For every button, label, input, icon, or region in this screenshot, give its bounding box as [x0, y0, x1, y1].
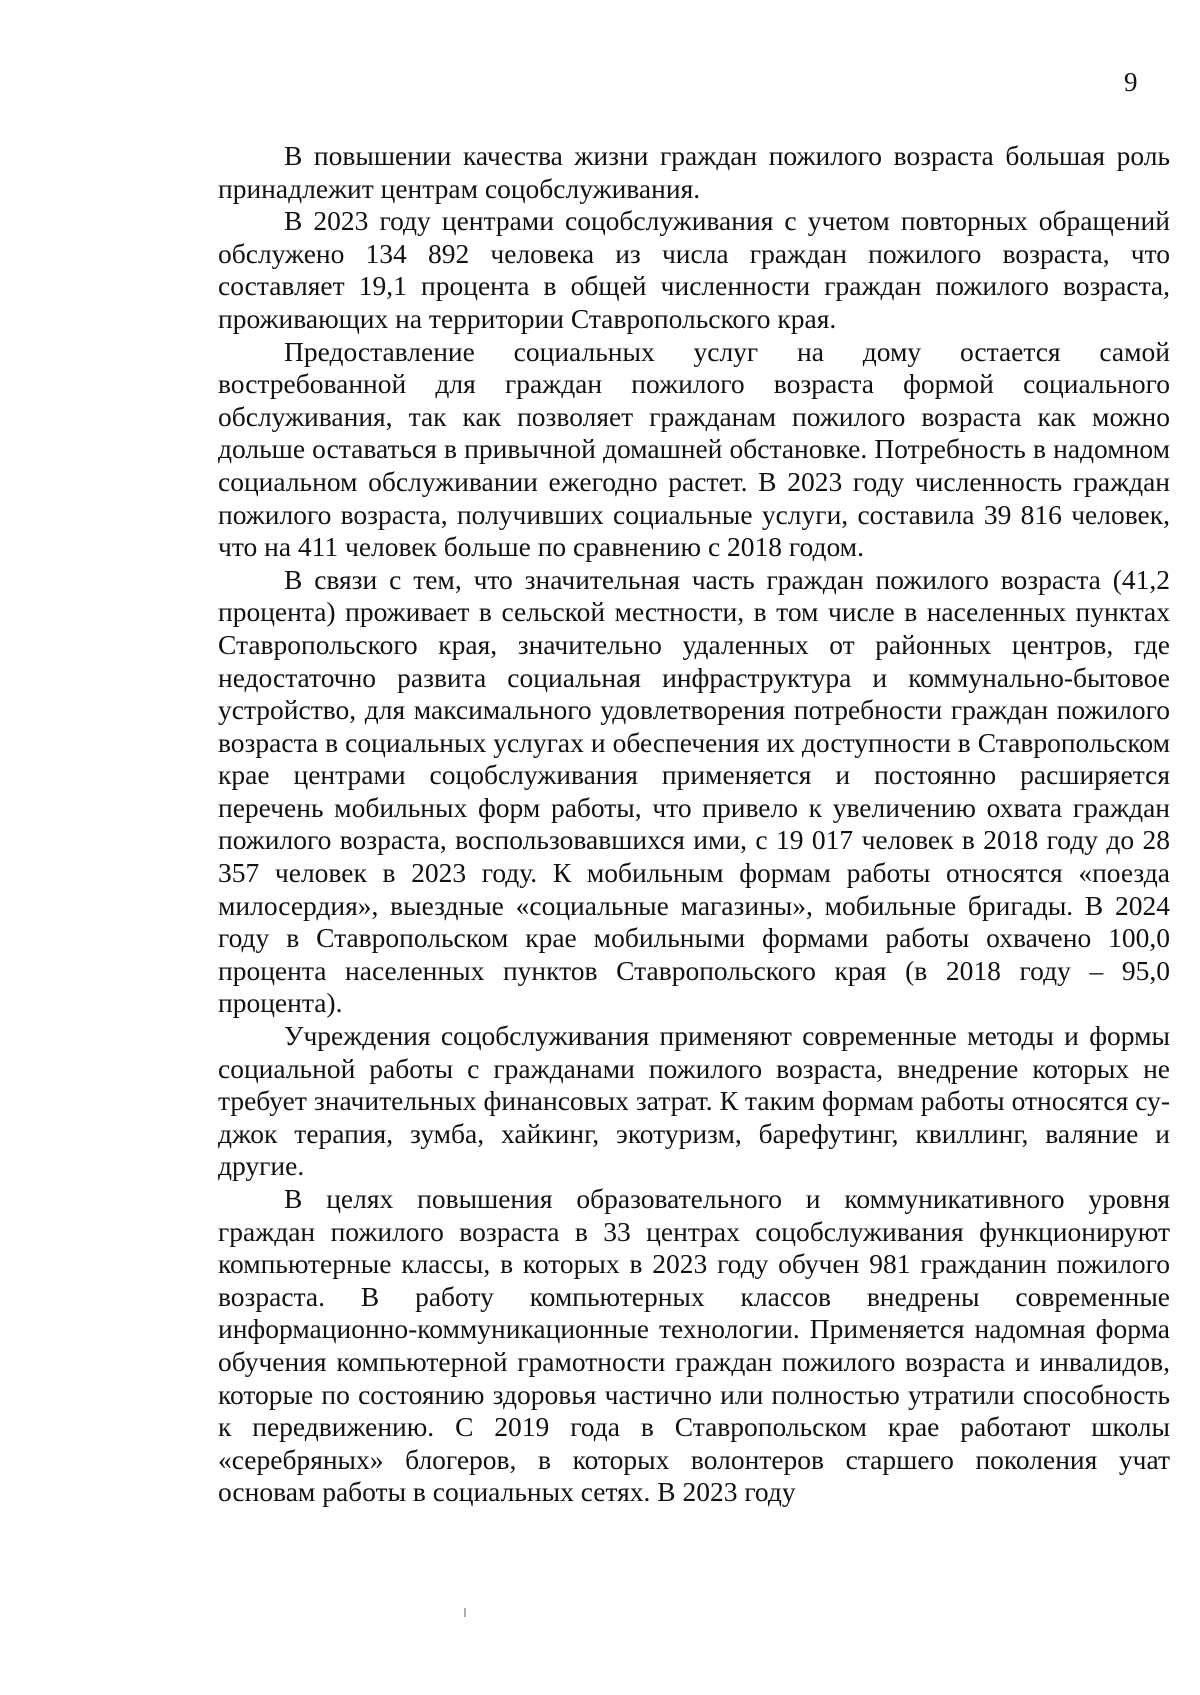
paragraph-served-2023: В 2023 году центрами соцобслуживания с учетом повторных обращений обслужено 134 892 человека из числа граждан пожилого возраста, что составляет 19,1 процента в общей численности граждан пожилого возраста, проживающих на территории Ставропольского края.: [218, 205, 1170, 334]
page-number: 9: [1124, 67, 1138, 97]
paragraph-home-services: Предоставление социальных услуг на дому остается самой востребованной для граждан пожилого возраста формой социального обслуживания, так как позволяет гражданам пожилого возраста как можно дольше оставаться в привычной домашней обстановке. Потребность в надомном социальном обслуживании ежегодно растет. В 2023 году численность граждан пожилого возраста, получивших социальные услуги, составила 39 816 человек, что на 411 человек больше по сравнению с 2018 годом.: [218, 335, 1170, 563]
paragraph-computer-classes: В целях повышения образовательного и коммуникативного уровня граждан пожилого возраста в 33 центрах соцобслуживания функционируют компьютерные классы, в которых в 2023 году обучен 981 гражданин пожилого возраста. В работу компьютерных классов внедрены современные информационно-коммуникационные технологии. Применяется надомная форма обучения компьютерной грамотности граждан пожилого возраста и инвалидов, которые по состоянию здоровья частично или полностью утратили способность к передвижению. С 2019 года в Ставропольском крае работают школы «серебряных» блогеров, в которых волонтеров старшего поколения учат основам работы в социальных сетях. В 2023 году: [218, 1183, 1170, 1508]
scan-speck: [464, 1608, 466, 1617]
paragraph-modern-methods: Учреждения соцобслуживания применяют современные методы и формы социальной работы с гражданами пожилого возраста, внедрение которых не требует значительных финансовых затрат. К таким формам работы относятся су-джок терапия, зумба, хайкинг, экотуризм, барефутинг, квиллинг, валяние и другие.: [218, 1020, 1170, 1182]
body-text: [218, 140, 1170, 1509]
paragraph-quality-of-life: В повышении качества жизни граждан пожилого возраста большая роль принадлежит центрам соцобслуживания.: [218, 140, 1170, 204]
paragraph-mobile-forms: В связи с тем, что значительная часть граждан пожилого возраста (41,2 процента) проживает в сельской местности, в том числе в населенных пунктах Ставропольского края, значительно удаленных от районных центров, где недостаточно развита социальная инфраструктура и коммунально-бытовое устройство, для максимального удовлетворения потребности граждан пожилого возраста в социальных услугах и обеспечения их доступности в Ставропольском крае центрами соцобслуживания применяется и постоянно расширяется перечень мобильных форм работы, что привело к увеличению охвата граждан пожилого возраста, воспользовавшихся ими, с 19 017 человек в 2018 году до 28 357 человек в 2023 году. К мобильным формам работы относятся «поезда милосердия», выездные «социальные магазины», мобильные бригады. В 2024 году в Ставропольском крае мобильными формами работы охвачено 100,0 процента населенных пунктов Ставропольского края (в 2018 году – 95,0 процента).: [218, 563, 1170, 1019]
